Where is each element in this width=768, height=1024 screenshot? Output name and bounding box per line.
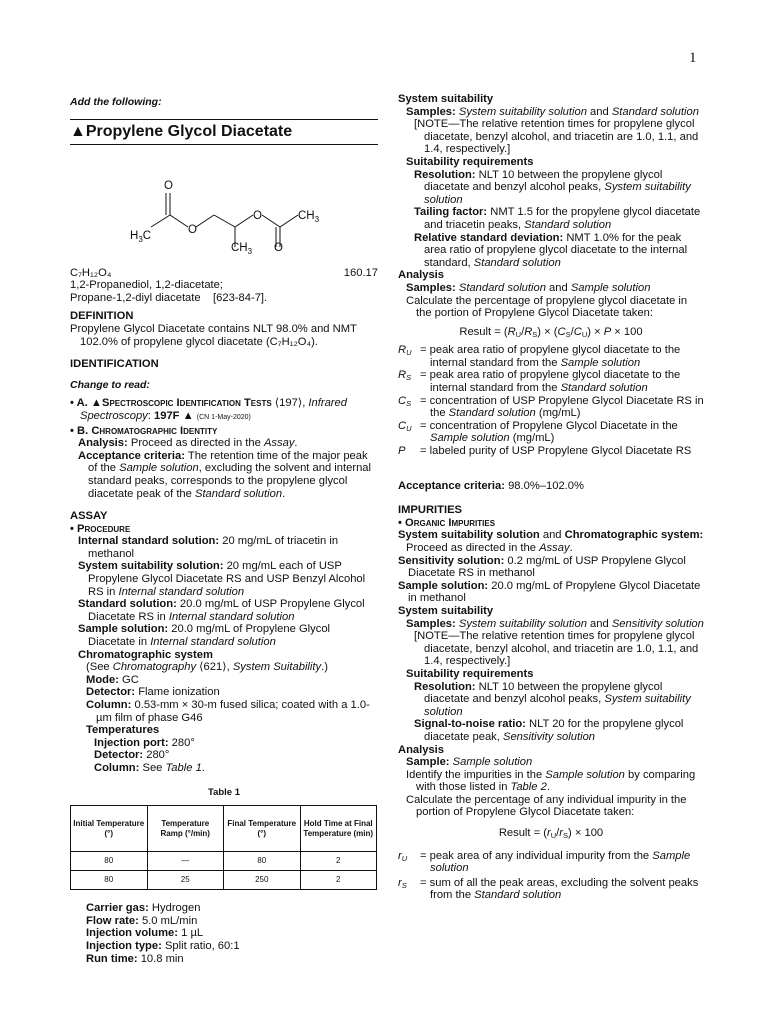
tailing-factor-line: Tailing factor: NMT 1.5 for the propylene glycol diacetate and triacetin peaks, Standard solution — [414, 206, 701, 231]
system-suitability-solution: System suitability solution: 20 mg/mL each of USP Propylene Glycol Diacetate RS and USP Benzyl Alcohol RS in Internal standard solution — [78, 560, 366, 598]
variable-row: $C_S$ = concentration of USP Propylene Glycol Diacetate RS in the Standard solution (mg/mL) — [398, 394, 704, 420]
analysis-samples-line: Samples: Standard solution and Sample solution — [406, 281, 651, 294]
temperatures-heading: Temperatures — [86, 724, 160, 737]
atom-o-carbonyl-2: O — [274, 241, 283, 254]
id-analysis: Analysis: Proceed as directed in the Assay. — [78, 437, 298, 450]
detector-temp-line: Detector: 280° — [94, 749, 170, 762]
table-cell: 2 — [300, 852, 377, 871]
molecular-formula: C₇H₁₂O₄ — [70, 266, 112, 279]
table-header-row — [71, 806, 377, 852]
identification-heading: IDENTIFICATION — [70, 358, 159, 371]
table-cell: 80 — [71, 871, 148, 890]
assay-heading: ASSAY — [70, 510, 108, 523]
acceptance-criteria-line: Acceptance criteria: 98.0%–102.0% — [398, 479, 584, 492]
note-retention: [NOTE—The relative retention times for propylene glycol diacetate, benzyl alcohol, and triacetin are 1.0, 1.1, and 1.4, respectively.] — [414, 118, 699, 156]
imp-suitability-requirements-heading: Suitability requirements — [406, 667, 534, 680]
chemical-name-2: Propane-1,2-diyl diacetate [623-84-7]. — [70, 291, 268, 304]
suitability-requirements-heading: Suitability requirements — [406, 155, 534, 168]
imp-sample-solution-line: Sample solution: 20.0 mg/mL of Propylene Glycol Diacetate in methanol — [398, 579, 701, 605]
definition-text: Propylene Glycol Diacetate contains NLT 98.0% and NMT 102.0% of propylene glycol diacetate (C₇H₁₂O₄). — [70, 322, 357, 348]
identification-b: • B. Chromatographic Identity — [70, 424, 218, 437]
imp-note-retention: [NOTE—The relative retention times for propylene glycol diacetate, benzyl alcohol, and triacetin are 1.0, 1.1, and 1.4, respectively.] — [414, 630, 699, 668]
variable-row: $R_S$ = peak area ratio of propylene glycol diacetate to the internal standard from the Standard solution — [398, 369, 681, 395]
chemical-name-1: 1,2-Propanediol, 1,2-diacetate; — [70, 279, 223, 292]
column-line: Column: 0.53-mm × 30-m fused silica; coated with a 1.0-µm film of phase G46 — [86, 699, 370, 724]
internal-standard-solution: Internal standard solution: 20 mg/mL of triacetin in methanol — [78, 535, 339, 560]
table-row — [71, 871, 377, 890]
impurities-heading: IMPURITIES — [398, 504, 463, 517]
injection-volume-line: Injection volume: 1 µL — [86, 927, 204, 940]
table-cell: 2 — [300, 871, 377, 890]
left-column — [70, 96, 378, 965]
analysis-heading: Analysis — [398, 269, 445, 282]
system-suitability-heading: System suitability — [398, 93, 494, 105]
title-rule-top — [70, 119, 378, 120]
imp-sample-line: Sample: Sample solution — [406, 756, 533, 769]
table-row — [71, 852, 377, 871]
variable-row: $r_U$ = peak area of any individual impurity from the Sample solution — [398, 849, 691, 875]
column-temp-line: Column: See Table 1. — [94, 761, 205, 774]
variable-row: $C_U$ = concentration of Propylene Glycol Diacetate in the Sample solution (mg/mL) — [398, 419, 678, 445]
sample-solution: Sample solution: 20.0 mg/mL of Propylene Glycol Diacetate in Internal standard solution — [78, 623, 331, 649]
impurity-variables — [398, 850, 704, 902]
sensitivity-solution-line: Sensitivity solution: 0.2 mg/mL of USP Propylene Glycol Diacetate RS in methanol — [398, 554, 686, 580]
injection-port-line: Injection port: 280° — [94, 736, 195, 749]
add-following-note: Add the following: — [70, 96, 162, 108]
table-header-cell: Temperature Ramp (°/min) — [147, 806, 224, 852]
atom-ch3-right: $CH_3$ — [298, 209, 320, 224]
identification-a: • A. ▲Spectroscopic Identification Tests ⟨197⟩, Infrared Spectroscopy: 197F ▲ (CN 1-May-2020) — [70, 397, 347, 422]
organic-impurities-heading: • Organic Impurities — [398, 516, 496, 529]
calculate-text: Calculate the percentage of propylene glycol diacetate in the portion of Propylene Glycol Diacetate taken: — [406, 294, 688, 320]
proceed-line: Proceed as directed in the Assay. — [406, 542, 573, 554]
change-to-read-note: Change to read: — [70, 378, 150, 391]
imp-resolution-line: Resolution: NLT 10 between the propylene glycol diacetate and benzyl alcohol peaks, System suitability solution — [414, 680, 691, 718]
impurity-result-formula: Result = $(r_U/r_S) \times 100$ — [498, 827, 604, 841]
atom-o-ester-1: O — [188, 223, 197, 236]
table-1-caption: Table 1 — [207, 786, 241, 798]
table-header-cell: Initial Temperature (°) — [71, 806, 148, 852]
imp-analysis-heading: Analysis — [398, 743, 445, 756]
chromatographic-system-heading: Chromatographic system — [78, 648, 213, 661]
table-cell: 25 — [147, 871, 224, 890]
monograph-title: ▲Propylene Glycol Diacetate — [70, 122, 293, 140]
variable-row: $r_S$ = sum of all the peak areas, excluding the solvent peaks from the Standard solution — [398, 876, 699, 902]
table-1 — [70, 805, 377, 890]
run-time-line: Run time: 10.8 min — [86, 952, 184, 965]
imp-calculate-text: Calculate the percentage of any individual impurity in the portion of Propylene Glycol Diacetate taken: — [406, 793, 687, 819]
atom-ch3-bottom: $CH_3$ — [231, 241, 253, 256]
table-cell: — — [147, 852, 224, 871]
standard-solution: Standard solution: 20.0 mg/mL of USP Propylene Glycol Diacetate RS in Internal standard solution — [78, 598, 365, 623]
table-cell: 80 — [224, 852, 301, 871]
table-cell: 80 — [71, 852, 148, 871]
atom-h3c-left: $H_3C$ — [130, 229, 152, 244]
molecular-weight: 160.17 — [343, 266, 378, 279]
variable-row: P = labeled purity of USP Propylene Glycol Diacetate RS — [398, 445, 692, 458]
id-acceptance: Acceptance criteria: The retention time of the major peak of the Sample solution, excluding the solvent and internal standard peaks, corresponds to the propylene glycol diacetate peak of the Standard solution. — [78, 449, 371, 500]
title-rule-bottom — [70, 144, 378, 145]
assay-result-formula: Result = $(R_U/R_S) \times (C_S/C_U) \times P \times 100$ — [459, 325, 643, 339]
resolution-line: Resolution: NLT 10 between the propylene glycol diacetate and benzyl alcohol peaks, System suitability solution — [414, 168, 691, 206]
definition-heading: DEFINITION — [70, 310, 134, 323]
mode-line: Mode: GC — [86, 673, 139, 686]
page-number: 1 — [689, 50, 697, 66]
variable-row: $R_U$ = peak area ratio of propylene glycol diacetate to the internal standard from the Sample solution — [398, 344, 681, 369]
right-column — [398, 93, 704, 902]
identify-impurities-text: Identify the impurities in the Sample solution by comparing with those listed in Table 2. — [406, 768, 696, 794]
imp-samples-line: Samples: System suitability solution and Sensitivity solution — [406, 617, 704, 630]
atom-o-ester-2: O — [253, 209, 262, 222]
formula-line — [70, 267, 378, 280]
sys-chrom-line: System suitability solution and Chromatographic system: — [398, 529, 704, 542]
carrier-gas-line: Carrier gas: Hydrogen — [86, 902, 201, 915]
rsd-line: Relative standard deviation: NMT 1.0% for the peak area ratio of propylene glycol diacetate to the internal standard, Standard solution — [414, 231, 688, 269]
chemical-structure — [70, 151, 378, 256]
table-header-cell: Final Temperature (°) — [224, 806, 301, 852]
injection-type-line: Injection type: Split ratio, 60:1 — [86, 939, 240, 952]
assay-variables — [398, 344, 704, 457]
atom-o-carbonyl-1: O — [164, 179, 173, 192]
samples-line: Samples: System suitability solution and Standard solution — [406, 105, 699, 118]
table-cell: 250 — [224, 871, 301, 890]
flow-rate-line: Flow rate: 5.0 mL/min — [86, 914, 198, 927]
signal-to-noise-line: Signal-to-noise ratio: NLT 20 for the propylene glycol diacetate peak, Sensitivity solution — [414, 718, 684, 743]
detector-line: Detector: Flame ionization — [86, 686, 220, 699]
table-header-cell: Hold Time at Final Temperature (min) — [300, 806, 377, 852]
procedure-heading: • Procedure — [70, 522, 131, 535]
imp-system-suitability-heading: System suitability — [398, 604, 494, 617]
chromatography-reference: (See Chromatography ⟨621⟩, System Suitability.) — [86, 661, 328, 674]
